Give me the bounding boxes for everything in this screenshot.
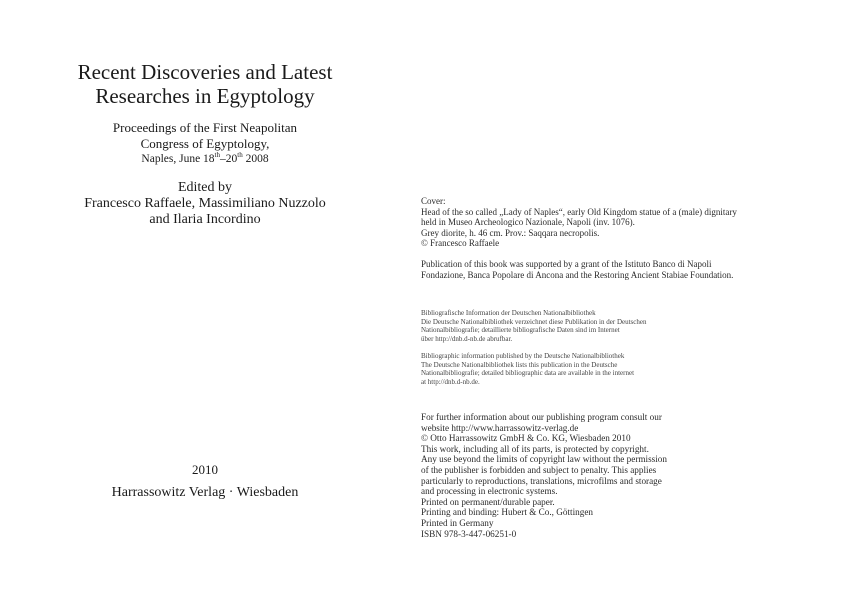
publisher-name: Harrassowitz Verlag · Wiesbaden xyxy=(111,485,299,500)
subtitle-line: Congress of Egyptology, xyxy=(140,136,270,151)
copyright-line: Printed in Germany xyxy=(421,517,494,528)
congress-date xyxy=(60,152,350,166)
editors xyxy=(60,196,350,228)
copyright-line: Printed on permanent/durable paper. xyxy=(421,496,555,507)
funding-line: Fondazione, Banca Popolare di Ancona and the Restoring Ancient Stabiae Foundation. xyxy=(421,269,734,280)
biblio-line: at http://dnb.d-nb.de. xyxy=(421,377,480,386)
book-title xyxy=(60,60,350,108)
date-ordinal: th xyxy=(214,151,220,160)
publication-year: 2010 xyxy=(192,462,218,477)
copyright-line: website http://www.harrassowitz-verlag.de xyxy=(421,422,579,433)
biblio-line: über http://dnb.d-nb.de abrufbar. xyxy=(421,334,513,343)
funding-note xyxy=(421,259,771,280)
right-page xyxy=(421,0,842,595)
date-prefix: Naples, June 18 xyxy=(141,153,215,165)
imprint xyxy=(60,462,350,502)
biblio-line: Nationalbibliografie; detaillierte bibliografische Daten sind im Internet xyxy=(421,326,620,335)
date-suffix: 2008 xyxy=(242,153,269,165)
credits-line: Grey diorite, h. 46 cm. Prov.: Saqqara necropolis. xyxy=(421,227,600,238)
funding-line: Publication of this book was supported by a grant of the Istituto Banco di Napoli xyxy=(421,259,712,269)
book-subtitle xyxy=(60,120,350,152)
copyright-line: © Otto Harrassowitz GmbH & Co. KG, Wiesbaden 2010 xyxy=(421,433,631,444)
biblio-line: Bibliografische Information der Deutschen Nationalbibliothek xyxy=(421,309,596,317)
title-line: Researches in Egyptology xyxy=(95,84,315,108)
credits-line: Head of the so called „Lady of Naples“, early Old Kingdom statue of a (male) dignitary xyxy=(421,206,737,217)
biblio-line: The Deutsche Nationalbibliothek lists this publication in the Deutsche xyxy=(421,360,618,369)
copyright-line: Any use beyond the limits of copyright law without the permission xyxy=(421,454,667,465)
credits-line: held in Museo Archeologico Nazionale, Napoli (inv. 1076). xyxy=(421,217,635,227)
biblio-line: Die Deutsche Nationalbibliothek verzeichnet diese Publikation in der Deutschen xyxy=(421,317,647,326)
biblio-line: Bibliographic information published by the Deutsche Nationalbibliothek xyxy=(421,352,625,360)
date-mid: –20 xyxy=(220,153,238,165)
copyright-notice xyxy=(421,412,771,539)
biblio-line: Nationalbibliografie; detailed bibliographic data are available in the internet xyxy=(421,369,635,378)
copyright-line: of the publisher is forbidden and subject to penalty. This applies xyxy=(421,464,657,475)
credits-line: Cover: xyxy=(421,196,446,206)
copyright-line: Printing and binding: Hubert & Co., Göttingen xyxy=(421,507,594,518)
date-ordinal: th xyxy=(237,151,243,160)
bibliographic-info-german xyxy=(421,309,771,343)
copyright-line: and processing in electronic systems. xyxy=(421,486,558,497)
cover-credits xyxy=(421,196,771,249)
edited-by: Edited by xyxy=(177,180,233,195)
copyright-line: This work, including all of its parts, is protected by copyright. xyxy=(421,443,649,454)
copyright-line: particularly to reproductions, translations, microfilms and storage xyxy=(421,475,662,486)
editor-line: and Ilaria Incordino xyxy=(149,212,261,227)
editor-line: Francesco Raffaele, Massimiliano Nuzzolo xyxy=(84,196,326,211)
bibliographic-info-english xyxy=(421,352,771,386)
subtitle-line: Proceedings of the First Neapolitan xyxy=(112,120,298,135)
isbn: ISBN 978-3-447-06251-0 xyxy=(421,528,517,539)
copyright-line: For further information about our publishing program consult our xyxy=(421,412,662,422)
title-block xyxy=(60,60,350,228)
title-line: Recent Discoveries and Latest xyxy=(77,60,333,84)
credits-line: © Francesco Raffaele xyxy=(421,238,500,248)
